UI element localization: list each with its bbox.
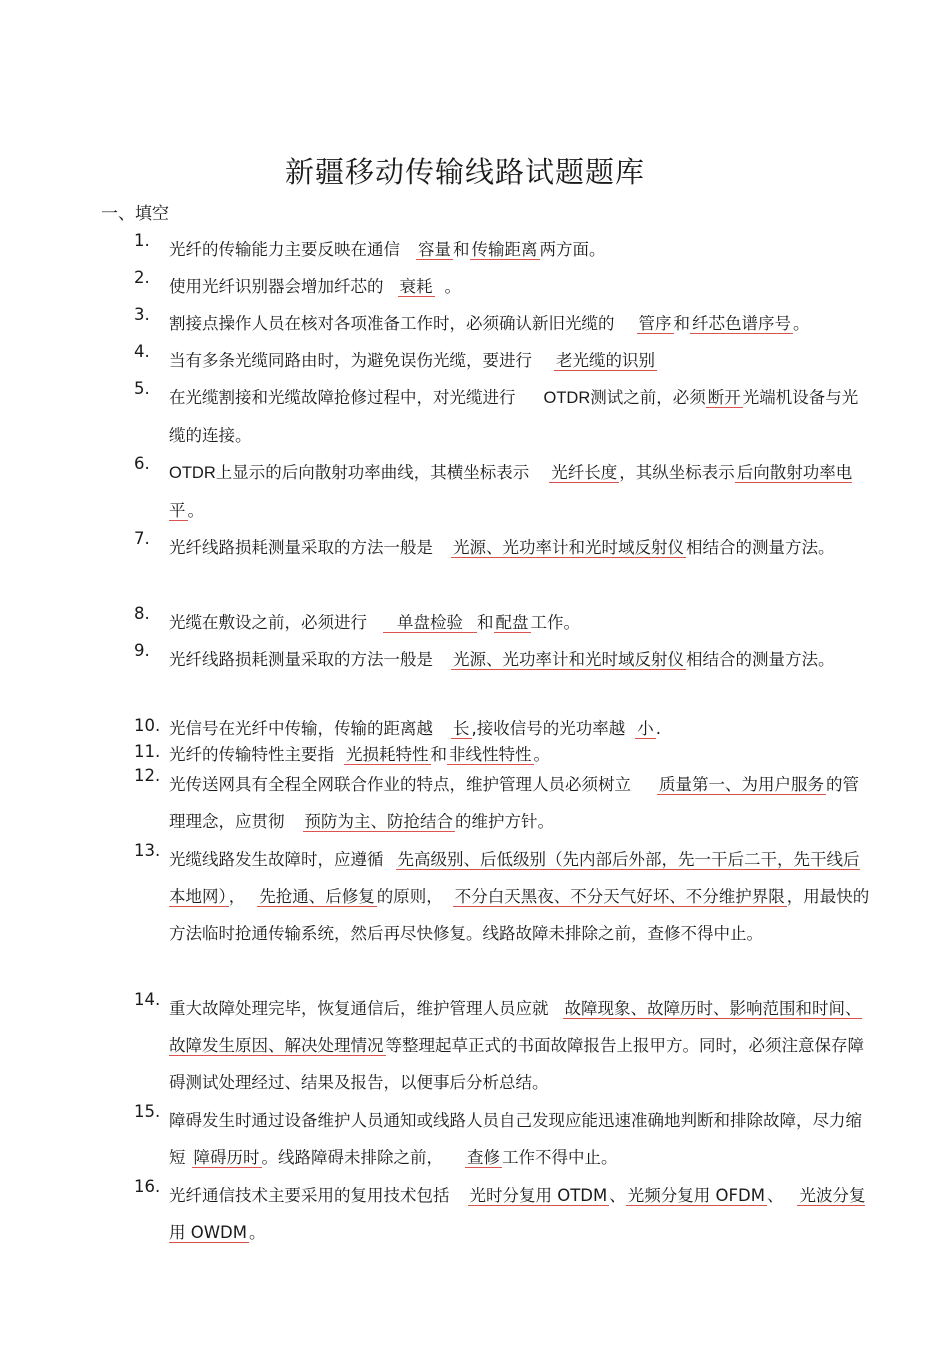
question-number: 13. [134, 841, 161, 860]
answer-blank: 先高级别、后低级别（先内部后外部，先一干后二干，先干线后本地网） [169, 850, 860, 906]
question-number: 11. [134, 742, 161, 761]
question-number: 15. [134, 1102, 161, 1121]
section-heading: 一、填空 [101, 204, 169, 224]
answer-blank: 故障现象、故障历时、影响范围和时间、故障发生原因、解决处理情况 [169, 999, 862, 1055]
answer-blank: 障碍历时 [193, 1148, 260, 1167]
answer-blank: 质量第一、为用户服务 [659, 775, 824, 794]
question-3: 3. 割接点操作人员在核对各项准备工作时，必须确认新旧光缆的 管序 和 纤芯色谱序号 。 [134, 305, 810, 333]
question-2: 2. 使用光纤识别器会增加纤芯的 衰耗 。 [134, 268, 461, 296]
question-number: 6. [134, 454, 150, 473]
answer-blank: 光源、光功率计和光时域反射仪 [453, 538, 684, 557]
question-15: 15. 障碍发生时通过设备维护人员通知或线路人员自己发现应能迅速准确地判断和排除故障，尽力缩短 障碍历时 。线路障碍未排除之前， 查修 工作不得中止。 [134, 1102, 862, 1167]
question-number: 2. [134, 268, 150, 287]
question-16: 16. 光纤通信技术主要采用的复用技术包括 光时分复用 OTDM 、 光频分复用 OFDM 、 光波分复用 OWDM 。 [134, 1177, 866, 1242]
question-number: 8. [134, 604, 150, 623]
answer-blank: 查修 [467, 1148, 500, 1167]
question-number: 16. [134, 1177, 161, 1196]
answer-blank: 容量 [418, 240, 451, 259]
answer-blank: 小 [637, 719, 654, 738]
answer-blank: 先抢通、后修复 [259, 887, 375, 906]
answer-blank: 后向散射功率电平 [169, 463, 853, 520]
answer-blank: 配盘 [495, 613, 529, 632]
question-14: 14. 重大故障处理完毕，恢复通信后，维护管理人员应就 故障现象、故障历时、影响范围和时间、故障发生原因、解决处理情况 等整理起草正式的书面故障报告上报甲方。同时，必须注意保存障碍测试处理经过、结果及报告，以便事后分析总结。 [134, 990, 864, 1092]
question-10: 10. 光信号在光纤中传输，传输的距离越 长 ,接收信号的光功率越 小 . [134, 716, 661, 738]
answer-blank: 光频分复用 OFDM [627, 1186, 765, 1205]
question-number: 9. [134, 641, 150, 660]
question-4: 4. 当有多条光缆同路由时，为避免误伤光缆，要进行 老光缆的识别 [134, 342, 655, 370]
question-7: 7. 光纤线路损耗测量采取的方法一般是 光源、光功率计和光时域反射仪 相结合的测量方法。 [134, 529, 835, 557]
answer-blank: 长 [453, 719, 470, 738]
answer-blank: 管序 [638, 314, 672, 333]
answer-blank: 单盘检验 [383, 613, 477, 633]
question-number: 12. [134, 766, 161, 785]
answer-blank: 断开 [707, 388, 741, 407]
question-number: 1. [134, 231, 150, 250]
question-12: 12. 光传送网具有全程全网联合作业的特点，维护管理人员必须树立 质量第一、为用户服务 的管理理念，应贯彻 预防为主、防抢结合 的维护方针。 [134, 766, 859, 831]
question-9: 9. 光纤线路损耗测量采取的方法一般是 光源、光功率计和光时域反射仪 相结合的测量方法。 [134, 641, 835, 669]
answer-blank: 光纤长度 [551, 463, 618, 482]
answer-blank: 光时分复用 OTDM [469, 1186, 608, 1205]
question-number: 14. [134, 990, 161, 1009]
page-title: 新疆移动传输线路试题题库 [284, 155, 645, 189]
answer-blank: 不分白天黑夜、不分天气好坏、不分维护界限 [454, 887, 785, 906]
answer-blank: 光源、光功率计和光时域反射仪 [453, 650, 684, 669]
answer-blank: 纤芯色谱序号 [692, 314, 791, 333]
question-number: 3. [134, 305, 150, 324]
question-1: 1. 光纤的传输能力主要反映在通信 容量 和 传输距离 两方面。 [134, 231, 606, 259]
answer-blank: 光损耗特性 [346, 745, 429, 764]
answer-blank: 传输距离 [471, 240, 538, 259]
answer-blank: 预防为主、防抢结合 [304, 812, 453, 831]
question-8: 8. 光缆在敷设之前，必须进行 单盘检验 和 配盘 工作。 [134, 604, 580, 632]
question-5: 5. 在光缆割接和光缆故障抢修过程中，对光缆进行 OTDR测试之前，必须 断开 光端机设备与光缆的连接。 [134, 379, 859, 445]
question-number: 5. [134, 379, 150, 398]
question-number: 7. [134, 529, 150, 548]
question-6: 6. OTDR上显示的后向散射功率曲线，其横坐标表示 光纤长度 ，其纵坐标表示 后向散射功率电平 。 [134, 454, 853, 520]
answer-blank: 老光缆的识别 [556, 351, 655, 370]
question-number: 4. [134, 342, 150, 361]
question-number: 10. [134, 716, 161, 735]
question-13: 13. 光缆线路发生故障时，应遵循 先高级别、后低级别（先内部后外部，先一干后二干，先干线后本地网） ， 先抢通、后修复 的原则， 不分白天黑夜、不分天气好坏、不分维护界限 ，用最快的方法临时抢通传输系统，然后再尽快修复。线路故障未排除之前，查修不得中止。 [134, 841, 870, 943]
answer-blank: 非线性特性 [449, 745, 532, 764]
question-11: 11. 光纤的传输特性主要指 光损耗特性 和 非线性特性 。 [134, 742, 550, 764]
answer-blank: 光波分复用 OWDM [169, 1186, 866, 1242]
answer-blank: 衰耗 [399, 277, 433, 296]
